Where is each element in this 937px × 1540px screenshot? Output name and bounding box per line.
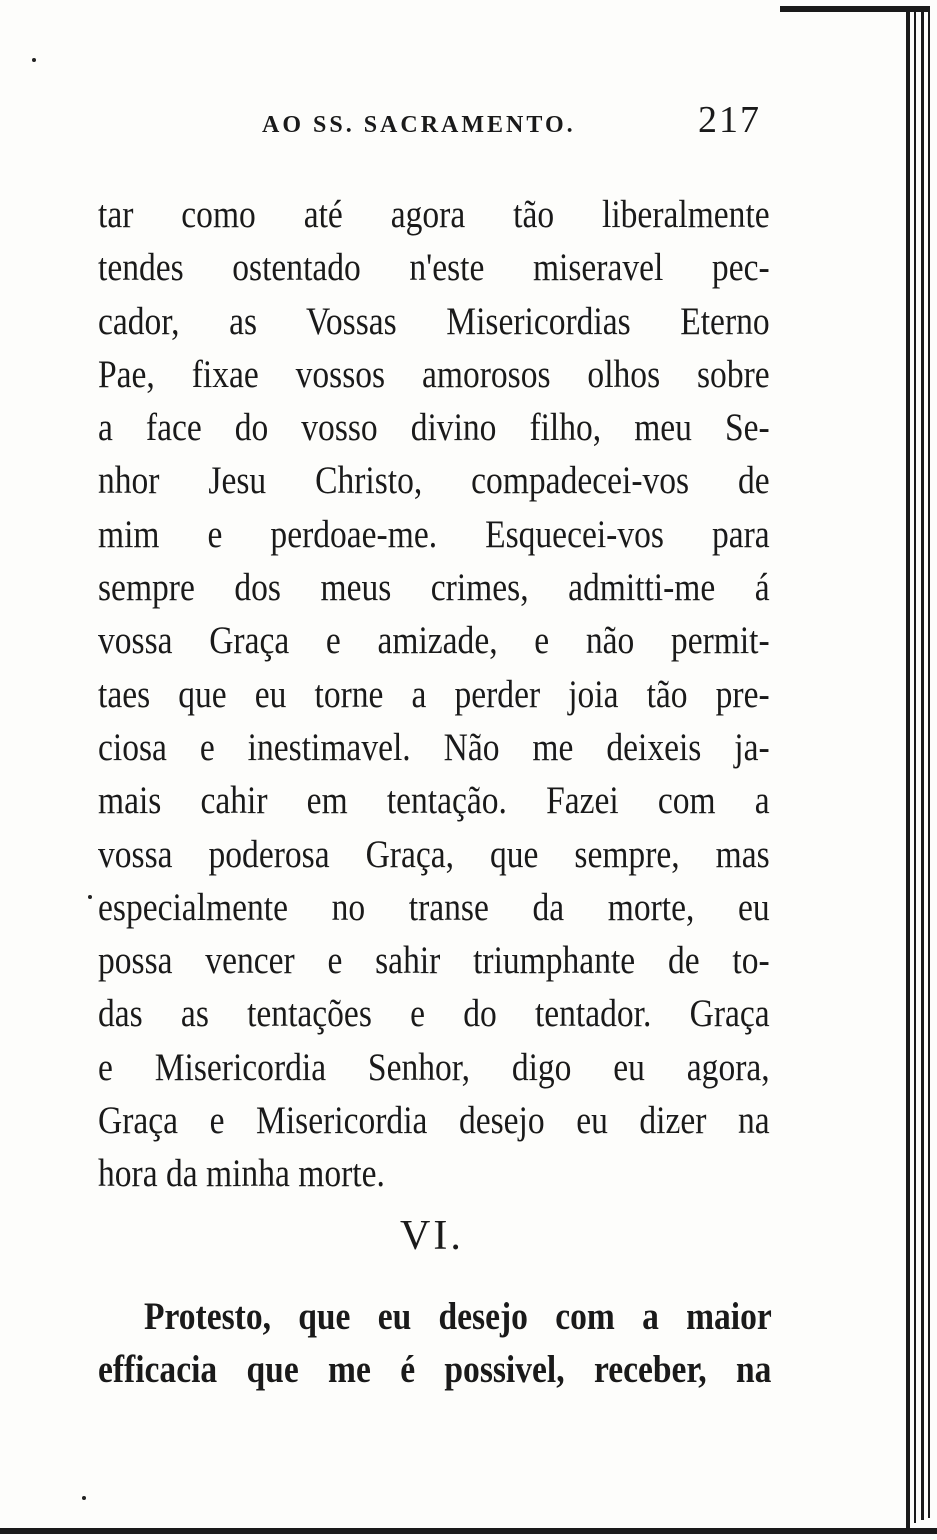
text-line: efficacia que me é possivel, receber, na (98, 1348, 772, 1392)
text-line: Graça e Misericordia desejo eu dizer na (98, 1099, 770, 1143)
page-edge-line (928, 8, 930, 1518)
text-line: e Misericordia Senhor, digo eu agora, (98, 1045, 770, 1089)
text-line: mais cahir em tentação. Fazei com a (98, 779, 770, 823)
text-line: tar como até agora tão liberalmente (98, 193, 770, 236)
text-line: das as tentações e do tentador. Graça (98, 992, 770, 1036)
text-line: Pae, fixae vossos amorosos olhos sobre (98, 352, 770, 396)
text-line: hora da minha morte. (98, 1152, 385, 1196)
paragraph-1 (98, 188, 770, 1201)
paragraph-2 (98, 1290, 881, 1397)
ink-speck (82, 1496, 86, 1500)
ink-speck (88, 895, 92, 899)
page-number: 217 (698, 99, 761, 141)
section-heading: VI. (400, 1213, 464, 1259)
text-line: taes que eu torne a perder joia tão pre- (98, 672, 770, 716)
text-line: cador, as Vossas Misericordias Eterno (98, 299, 770, 343)
text-line: sempre dos meus crimes, admitti-me á (98, 566, 770, 610)
text-line: nhor Jesu Christo, compadecei-vos de (98, 459, 770, 503)
page-edge-line (921, 8, 924, 1520)
page-edge-line (906, 8, 910, 1528)
running-head: AO SS. SACRAMENTO. (262, 112, 576, 138)
text-line: tendes ostentado n'este miseravel pec- (98, 246, 770, 290)
page-bottom-edge (0, 1528, 937, 1534)
text-line: mim e perdoae-me. Esquecei-vos para (98, 512, 770, 556)
text-line: vossa Graça e amizade, e não permit- (98, 619, 770, 663)
ink-speck (32, 58, 36, 62)
text-line: vossa poderosa Graça, que sempre, mas (98, 832, 770, 876)
page-edge-line (914, 8, 916, 1523)
text-line: a face do vosso divino filho, meu Se- (98, 406, 770, 450)
text-line: ciosa e inestimavel. Não me deixeis ja- (98, 725, 770, 769)
text-line: possa vencer e sahir triumphante de to- (98, 939, 770, 983)
text-line: Protesto, que eu desejo com a maior (144, 1295, 772, 1338)
text-line: especialmente no transe da morte, eu (98, 885, 770, 929)
